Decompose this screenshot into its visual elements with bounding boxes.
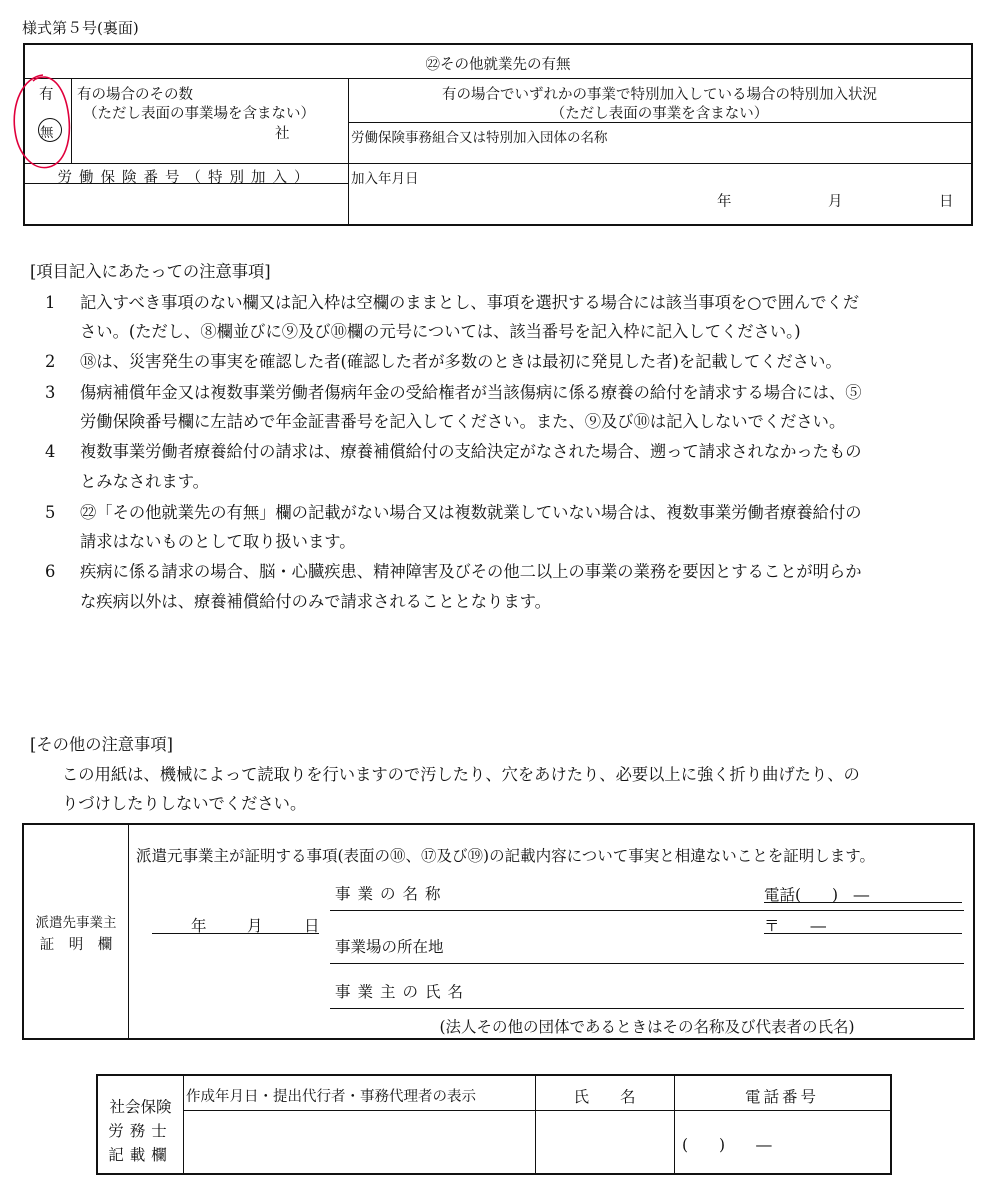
date-underline [152, 933, 319, 934]
owner-note: (法人その他の団体であるときはその名称及び代表者の氏名) [439, 1018, 855, 1036]
note-number: 6 [45, 562, 56, 581]
cert-month: 月 [247, 917, 263, 935]
note-line: 疾病に係る請求の場合、脳・心臓疾患、精神障害及びその他二以上の事業の業務を要因とすることが明らか [80, 562, 862, 581]
join-year: 年 [717, 194, 732, 210]
phone-label: 電話( ) ― [764, 886, 870, 904]
dispatch-certification-box [22, 823, 975, 1040]
note-number: 3 [45, 383, 56, 402]
note-number: 5 [45, 503, 56, 522]
postal-label: 〒 ― [764, 917, 827, 935]
date-agent-header: 作成年月日・提出代行者・事務代理者の表示 [186, 1089, 476, 1105]
note-line: さい。(ただし、⑧欄並びに⑨及び⑩欄の元号については、該当番号を記入枠に記入してください。) [80, 322, 801, 341]
owner-name-label: 事業主の氏名 [335, 983, 471, 1001]
section-title: ㉒その他就業先の有無 [425, 57, 571, 73]
postal-underline [764, 933, 962, 934]
join-day: 日 [939, 194, 954, 210]
labor-consultant-box [96, 1074, 892, 1175]
other-note-line: りづけしたりしないでください。 [62, 794, 307, 813]
divider [183, 1076, 184, 1173]
other-note-line: この用紙は、機械によって読取りを行いますので汚したり、穴をあけたり、必要以上に強く折り曲げたり、の [62, 765, 860, 784]
cert-day: 日 [304, 917, 320, 935]
dispatch-side-label: 派遣先事業主 [35, 915, 117, 931]
count-note: （ただし表面の事業場を含まない） [83, 106, 315, 122]
note-line: 請求はないものとして取り扱います。 [80, 532, 356, 551]
join-date-label: 加入年月日 [351, 171, 419, 187]
cert-year: 年 [191, 917, 207, 935]
address-line [330, 963, 964, 964]
note-line: とみなされます。 [80, 472, 209, 491]
form-title: 様式第５号(裏面) [22, 19, 139, 37]
consultant-side-label: 社会保険 [109, 1098, 172, 1116]
red-circle-mark [5, 69, 85, 179]
divider [25, 163, 971, 164]
special-status-note: （ただし表面の事業を含まない） [550, 106, 769, 122]
business-name-label: 事業の名称 [335, 885, 448, 903]
note-number: 1 [45, 293, 56, 312]
count-label: 有の場合のその数 [77, 87, 193, 103]
note-line: な疾病以外は、療養補償給付のみで請求されることとなります。 [80, 592, 551, 611]
address-label: 事業場の所在地 [335, 938, 444, 956]
notes-heading: [項目記入にあたっての注意事項] [30, 262, 271, 281]
other-notes-heading: [その他の注意事項] [30, 735, 173, 754]
note-line: 労働保険番号欄に左詰めで年金証書番号を記入してください。また、⑨及び⑩は記入しないでください。 [80, 412, 846, 431]
owner-line [330, 1008, 964, 1009]
note-line: ⑱は、災害発生の事実を確認した者(確認した者が多数のときは最初に発見した者)を記載してください。 [80, 352, 842, 371]
count-unit: 社 [275, 126, 290, 142]
nashi-option[interactable]: 無 [40, 125, 54, 141]
note-line: 記入すべき事項のない欄又は記入枠は空欄のままとし、事項を選択する場合には該当事項を○で囲んでくだ [80, 293, 860, 312]
consultant-side-label-2: 労務士 [108, 1122, 173, 1140]
other-employment-section [23, 43, 973, 226]
join-month: 月 [828, 194, 843, 210]
consultant-side-label-3: 記載欄 [108, 1146, 173, 1164]
divider [183, 1110, 890, 1111]
divider [128, 825, 129, 1038]
special-status-label: 有の場合でいずれかの事業で特別加入している場合の特別加入状況 [442, 87, 877, 103]
note-line: 傷病補償年金又は複数事業労働者傷病年金の受給権者が当該傷病に係る療養の給付を請求する場合には、⑤ [80, 383, 862, 402]
note-line: ㉒「その他就業先の有無」欄の記載がない場合又は複数就業していない場合は、複数事業労働者療養給付の [80, 503, 862, 522]
ari-option[interactable]: 有 [39, 87, 54, 103]
divider [25, 78, 971, 79]
dispatch-side-label-2: 証 明 欄 [39, 937, 113, 953]
phone-underline [764, 902, 962, 903]
note-line: 複数事業労働者療養給付の請求は、療養補償給付の支給決定がなされた場合、遡って請求されなかったもの [80, 442, 862, 461]
name-line [330, 910, 964, 911]
phone-header: 電話番号 [744, 1088, 819, 1106]
certification-statement: 派遣元事業主が証明する事項(表面の⑩、⑰及び⑲)の記載内容について事実と相違ないことを証明します。 [136, 847, 876, 865]
note-number: 4 [45, 442, 56, 461]
org-name-label: 労働保険事務組合又は特別加入団体の名称 [351, 130, 608, 146]
insurance-number-label: 労働保険番号（特別加入） [57, 170, 316, 186]
note-number: 2 [45, 352, 56, 371]
phone-value: ( ) ― [682, 1136, 772, 1154]
name-header: 氏 名 [573, 1088, 636, 1106]
